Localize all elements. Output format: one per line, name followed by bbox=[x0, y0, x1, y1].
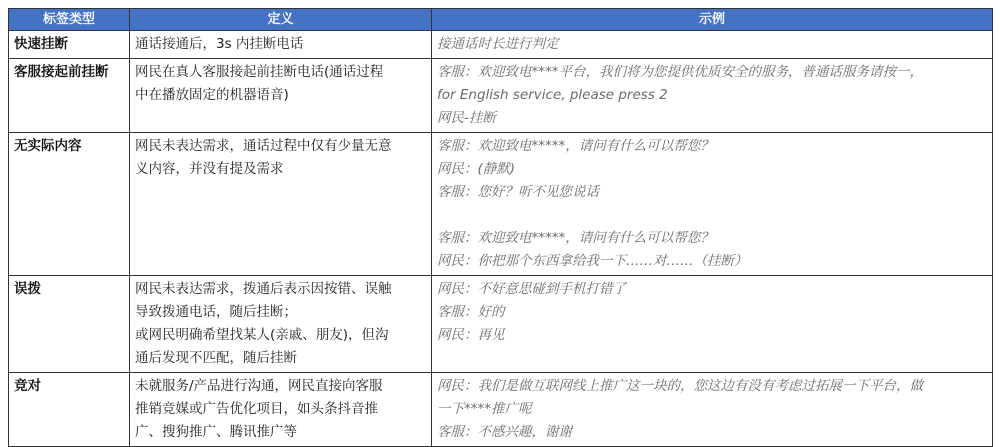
header-definition: 定义 bbox=[130, 9, 432, 31]
example-spacer bbox=[437, 204, 987, 227]
example-line: 网民：我们是做互联网线上推广这一块的，您这边有没有考虑过拓展一下平台，做 bbox=[437, 378, 923, 394]
row-example bbox=[432, 59, 993, 133]
row-example bbox=[432, 373, 993, 447]
row-example bbox=[432, 276, 993, 373]
row-label bbox=[9, 59, 130, 133]
row-definition bbox=[130, 133, 432, 276]
definition-line: 或网民明确希望找某人(亲戚、朋友)，但沟 bbox=[135, 327, 389, 343]
row-label-text: 误拨 bbox=[14, 281, 41, 297]
definition-line: 推销竞媒或广告优化项目，如头条抖音推 bbox=[135, 401, 378, 417]
row-label bbox=[9, 276, 130, 373]
definition-line: 通后发现不匹配，随后挂断 bbox=[135, 350, 297, 366]
definition-line: 未就服务/产品进行沟通，网民直接向客服 bbox=[135, 378, 383, 394]
example-line: 客服：欢迎致电****平台，我们将为您提供优质安全的服务，普通话服务请按一， bbox=[437, 64, 923, 80]
example-line: 客服：您好？听不见您说话 bbox=[437, 184, 599, 200]
row-label bbox=[9, 133, 130, 276]
example-line: 接通话时长进行判定 bbox=[437, 36, 559, 52]
row-label-text: 客服接起前挂断 bbox=[14, 64, 109, 80]
definition-line: 中在播放固定的机器语音) bbox=[135, 87, 289, 103]
definition-line: 网民未表达需求，通话过程中仅有少量无意 bbox=[135, 138, 392, 154]
row-label-text: 无实际内容 bbox=[14, 138, 82, 154]
row-definition bbox=[130, 276, 432, 373]
example-line: 客服：欢迎致电*****，请问有什么可以帮您？ bbox=[437, 230, 714, 246]
example-line: 网民-挂断 bbox=[437, 110, 496, 126]
row-label bbox=[9, 31, 130, 59]
example-line: 一下****推广呢 bbox=[437, 401, 532, 417]
example-line: 网民：再见 bbox=[437, 327, 505, 343]
definition-line: 广、搜狗推广、腾讯推广等 bbox=[135, 424, 297, 440]
table-row bbox=[9, 59, 993, 133]
table-header-row bbox=[9, 9, 993, 31]
definition-line: 通话接通后，3s 内挂断电话 bbox=[135, 36, 304, 52]
row-example bbox=[432, 133, 993, 276]
definition-line: 网民在真人客服接起前挂断电话(通话过程 bbox=[135, 64, 384, 80]
definition-line: 导致拨通电话，随后挂断； bbox=[135, 304, 297, 320]
table-row bbox=[9, 31, 993, 59]
example-line: 客服：不感兴趣，谢谢 bbox=[437, 424, 572, 440]
table-row bbox=[9, 276, 993, 373]
row-label bbox=[9, 373, 130, 447]
example-line: 网民：(静默) bbox=[437, 161, 516, 177]
row-label-text: 快速挂断 bbox=[14, 36, 68, 52]
definition-line: 网民未表达需求，拨通后表示因按错、误触 bbox=[135, 281, 392, 297]
row-label-text: 竞对 bbox=[14, 378, 41, 394]
header-example: 示例 bbox=[432, 9, 993, 31]
table-row bbox=[9, 133, 993, 276]
example-line: 客服：欢迎致电*****，请问有什么可以帮您？ bbox=[437, 138, 714, 154]
row-definition bbox=[130, 59, 432, 133]
header-label-type: 标签类型 bbox=[9, 9, 130, 31]
row-example bbox=[432, 31, 993, 59]
label-definition-table-container bbox=[8, 8, 992, 447]
table-row bbox=[9, 373, 993, 447]
example-line: 网民：你把那个东西拿给我一下……对……（挂断） bbox=[437, 253, 748, 269]
example-line: 客服：好的 bbox=[437, 304, 505, 320]
example-line: 网民：不好意思碰到手机打错了 bbox=[437, 281, 626, 297]
row-definition bbox=[130, 373, 432, 447]
example-line: for English service, please press 2 bbox=[437, 87, 668, 103]
row-definition bbox=[130, 31, 432, 59]
label-definition-table bbox=[8, 8, 993, 447]
definition-line: 义内容，并没有提及需求 bbox=[135, 161, 284, 177]
